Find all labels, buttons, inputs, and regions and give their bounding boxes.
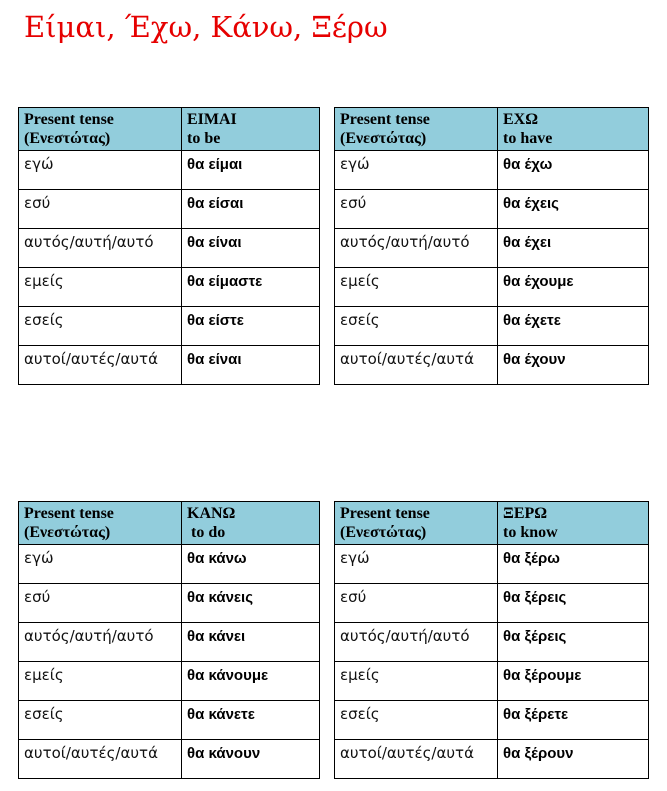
verb-form-cell: θα είσαι xyxy=(182,190,320,229)
pronoun-cell: εσύ xyxy=(335,190,498,229)
verb-form-cell: θα κάνεις xyxy=(182,584,320,623)
pronoun-cell: αυτός/αυτή/αυτό xyxy=(335,623,498,662)
table-row xyxy=(335,190,649,229)
table-row xyxy=(335,545,649,584)
pronoun-cell: εσείς xyxy=(19,307,182,346)
table-row xyxy=(335,740,649,779)
tense-header: Present tense (Ενεστώτας) xyxy=(19,108,182,151)
table-row xyxy=(19,307,320,346)
verb-form-cell: θα ξέρετε xyxy=(498,701,649,740)
verb-header: ΞΕΡΩ to know xyxy=(498,502,649,545)
table-row xyxy=(335,268,649,307)
table-row xyxy=(335,701,649,740)
conjugation-table-echo xyxy=(334,107,649,385)
verb-form-cell: θα έχει xyxy=(498,229,649,268)
verb-form-cell: θα είστε xyxy=(182,307,320,346)
verb-form-cell: θα έχω xyxy=(498,151,649,190)
verb-form-cell: θα ξέρεις xyxy=(498,623,649,662)
verb-header: ΕΙΜΑΙ to be xyxy=(182,108,320,151)
verb-header: ΕΧΩ to have xyxy=(498,108,649,151)
table-row xyxy=(19,662,320,701)
table-row xyxy=(19,545,320,584)
verb-form-cell: θα ξέρω xyxy=(498,545,649,584)
page-title: Είμαι, Έχω, Κάνω, Ξέρω xyxy=(24,10,388,44)
tense-header: Present tense (Ενεστώτας) xyxy=(335,502,498,545)
table-row xyxy=(335,307,649,346)
verb-form-cell: θα έχουμε xyxy=(498,268,649,307)
table-header xyxy=(19,108,320,151)
pronoun-cell: αυτοί/αυτές/αυτά xyxy=(335,740,498,779)
table-row xyxy=(19,346,320,385)
pronoun-cell: εσείς xyxy=(335,701,498,740)
verb-form-cell: θα κάνετε xyxy=(182,701,320,740)
table-row xyxy=(19,190,320,229)
table-row xyxy=(19,623,320,662)
verb-form-cell: θα έχεις xyxy=(498,190,649,229)
pronoun-cell: εμείς xyxy=(335,662,498,701)
verb-form-cell: θα είναι xyxy=(182,346,320,385)
table-row xyxy=(335,623,649,662)
tense-header: Present tense (Ενεστώτας) xyxy=(19,502,182,545)
table-header xyxy=(335,108,649,151)
verb-form-cell: θα είμαστε xyxy=(182,268,320,307)
table-row xyxy=(335,584,649,623)
table-row xyxy=(335,229,649,268)
pronoun-cell: αυτοί/αυτές/αυτά xyxy=(19,346,182,385)
table-header xyxy=(19,502,320,545)
pronoun-cell: αυτοί/αυτές/αυτά xyxy=(19,740,182,779)
table-row xyxy=(19,229,320,268)
pronoun-cell: εγώ xyxy=(335,545,498,584)
pronoun-cell: εμείς xyxy=(19,268,182,307)
conjugation-table-kano xyxy=(18,501,320,779)
pronoun-cell: εγώ xyxy=(19,545,182,584)
pronoun-cell: εγώ xyxy=(19,151,182,190)
table-header xyxy=(335,502,649,545)
table-row xyxy=(19,151,320,190)
pronoun-cell: εσύ xyxy=(19,190,182,229)
pronoun-cell: εμείς xyxy=(335,268,498,307)
table-row xyxy=(335,346,649,385)
pronoun-cell: εμείς xyxy=(19,662,182,701)
table-row xyxy=(335,151,649,190)
verb-form-cell: θα κάνει xyxy=(182,623,320,662)
pronoun-cell: αυτός/αυτή/αυτό xyxy=(335,229,498,268)
verb-form-cell: θα είναι xyxy=(182,229,320,268)
verb-header: ΚΑΝΩ to do xyxy=(182,502,320,545)
tense-header: Present tense (Ενεστώτας) xyxy=(335,108,498,151)
pronoun-cell: εσείς xyxy=(19,701,182,740)
table-row xyxy=(19,740,320,779)
conjugation-table-eimai xyxy=(18,107,320,385)
pronoun-cell: αυτοί/αυτές/αυτά xyxy=(335,346,498,385)
verb-form-cell: θα κάνουμε xyxy=(182,662,320,701)
verb-form-cell: θα ξέρουμε xyxy=(498,662,649,701)
table-row xyxy=(19,268,320,307)
pronoun-cell: εγώ xyxy=(335,151,498,190)
verb-form-cell: θα έχετε xyxy=(498,307,649,346)
verb-form-cell: θα κάνουν xyxy=(182,740,320,779)
verb-form-cell: θα είμαι xyxy=(182,151,320,190)
table-row xyxy=(19,701,320,740)
pronoun-cell: εσύ xyxy=(335,584,498,623)
verb-form-cell: θα ξέρεις xyxy=(498,584,649,623)
table-row xyxy=(19,584,320,623)
verb-form-cell: θα έχουν xyxy=(498,346,649,385)
pronoun-cell: εσύ xyxy=(19,584,182,623)
table-row xyxy=(335,662,649,701)
verb-form-cell: θα ξέρουν xyxy=(498,740,649,779)
pronoun-cell: αυτός/αυτή/αυτό xyxy=(19,229,182,268)
conjugation-table-ksero xyxy=(334,501,649,779)
verb-form-cell: θα κάνω xyxy=(182,545,320,584)
pronoun-cell: αυτός/αυτή/αυτό xyxy=(19,623,182,662)
pronoun-cell: εσείς xyxy=(335,307,498,346)
